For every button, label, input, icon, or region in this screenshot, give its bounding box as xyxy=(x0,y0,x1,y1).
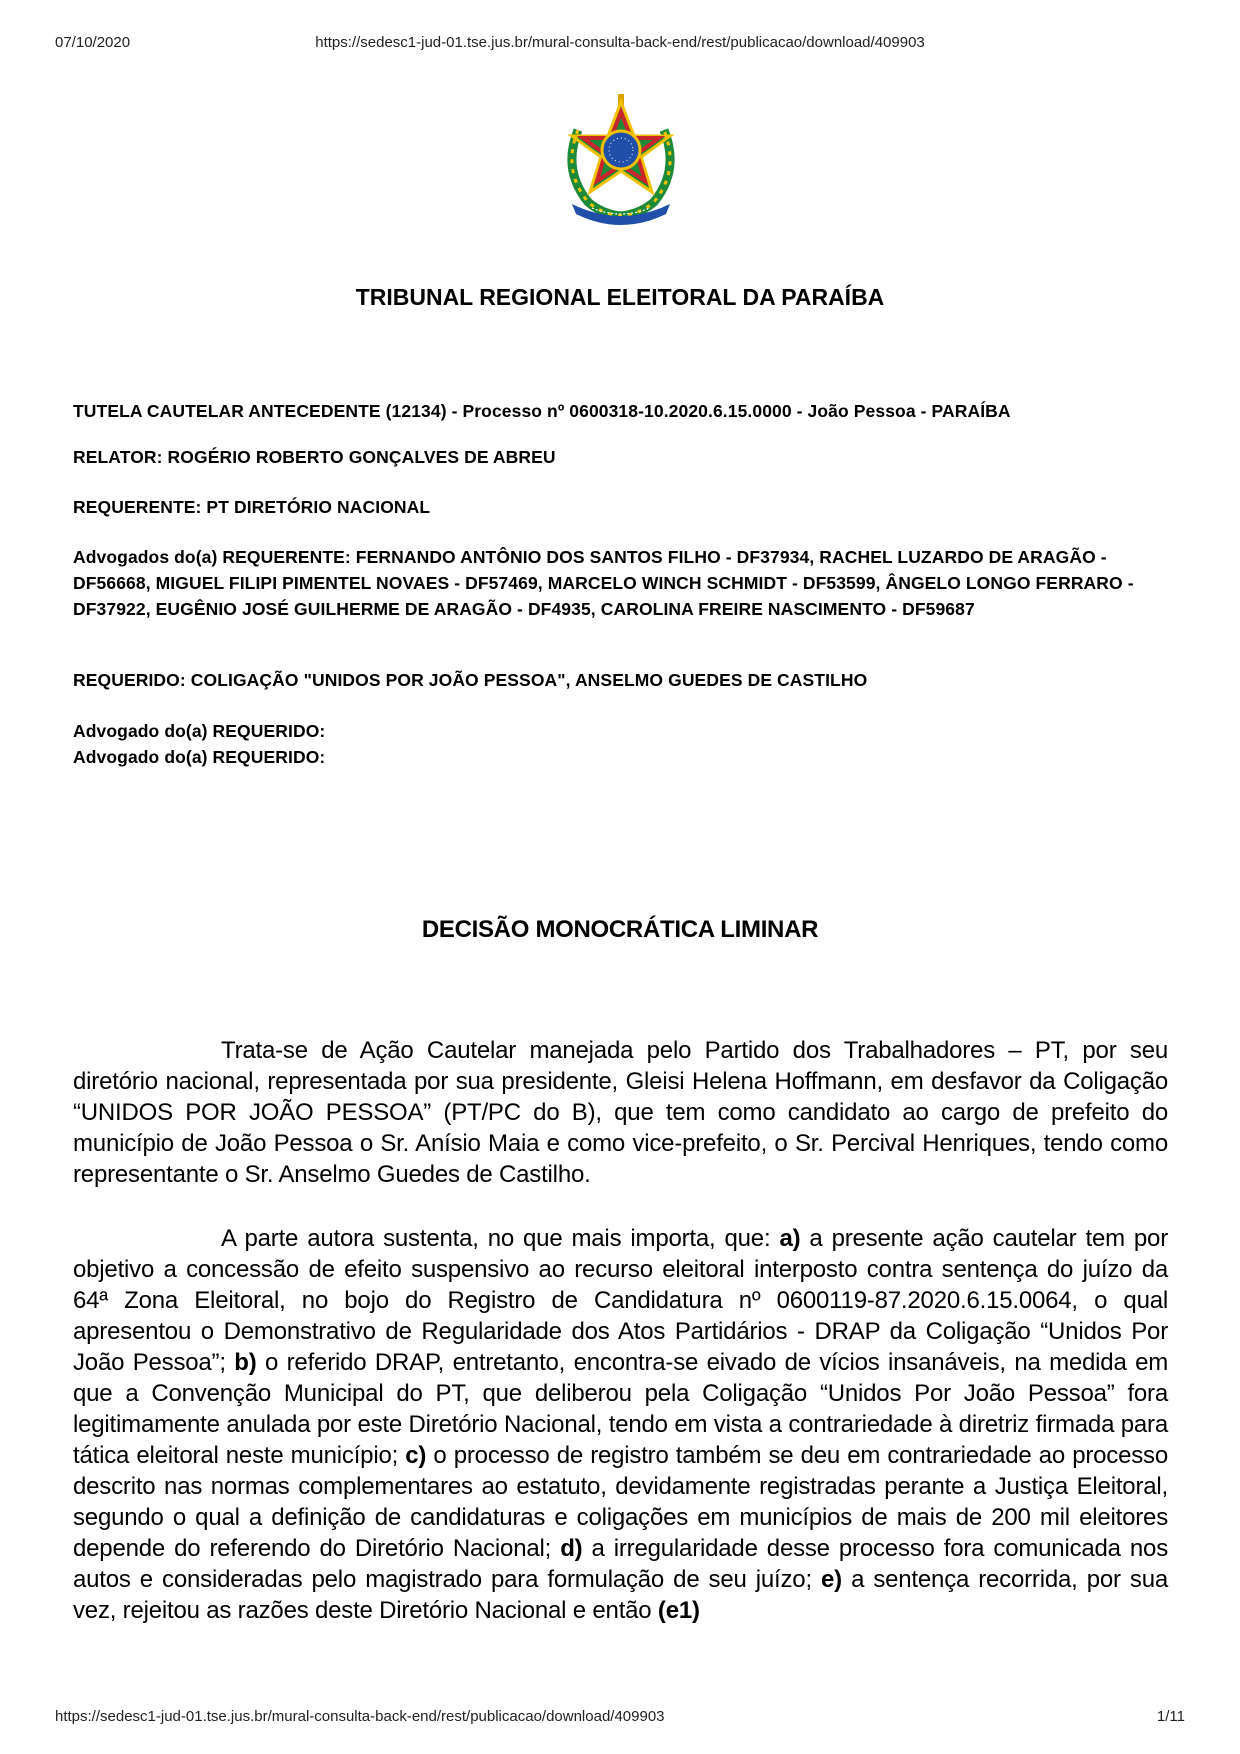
item-c-text: o processo de registro também se deu em contrariedade ao processo descrito nas normas complementares ao estatuto, devidamente registradas perante a Justiça Eleitoral, segundo o qual a definição de candidaturas e coligações em municípios de mais de 200 mil eleitores depende do referendo do Diretório Nacional; xyxy=(73,1442,1168,1562)
item-b-label: b) xyxy=(234,1349,257,1376)
item-e-text: a sentença recorrida, por sua vez, rejeitou as razões deste Diretório Nacional e então xyxy=(73,1566,1168,1624)
item-d-label: d) xyxy=(560,1535,583,1562)
relator: RELATOR: ROGÉRIO ROBERTO GONÇALVES DE ABREU xyxy=(73,447,556,467)
court-name: TRIBUNAL REGIONAL ELEITORAL DA PARAÍBA xyxy=(355,284,885,310)
page-number: 1/11 xyxy=(1156,1708,1185,1725)
decision-title: DECISÃO MONOCRÁTICA LIMINAR xyxy=(421,916,819,943)
item-a-text: a presente ação cautelar tem por objetivo a concessão de efeito suspensivo ao recurso eleitoral interposto contra sentença do juízo da 64ª Zona Eleitoral, no bojo do Registro de Candidatura nº 0600119-87.2020.6.15.0064, o qual apresentou o Demonstrativo de Regularidade dos Atos Partidários - DRAP da Coligação “Unidos Por João Pessoa”; xyxy=(73,1225,1169,1376)
brazil-coat-of-arms-icon xyxy=(558,90,684,230)
paragraph-2 xyxy=(73,1223,1168,1626)
item-d-text: a irregularidade desse processo fora comunicada nos autos e consideradas pelo magistrado para formulação de seu juízo; xyxy=(73,1535,1168,1593)
advogado-requerido-2: Advogado do(a) REQUERIDO: xyxy=(73,747,326,767)
item-e-label: e) xyxy=(821,1566,842,1593)
advogados-requerente: Advogados do(a) REQUERENTE: FERNANDO ANTÔNIO DOS SANTOS FILHO - DF37934, RACHEL LUZARDO DE ARAGÃO - DF56668, MIGUEL FILIPI PIMENTEL NOVAES - DF57469, MARCELO WINCH SCHMIDT - DF53599, ÂNGELO LONGO FERRARO - DF37922, EUGÊNIO JOSÉ GUILHERME DE ARAGÃO - DF4935, CAROLINA FREIRE NASCIMENTO - DF59687 xyxy=(73,547,1134,619)
paragraph-1: Trata-se de Ação Cautelar manejada pelo Partido dos Trabalhadores – PT, por seu diretório nacional, representada por sua presidente, Gleisi Helena Hoffmann, em desfavor da Coligação “UNIDOS POR JOÃO PESSOA” (PT/PC do B), que tem como candidato ao cargo de prefeito do município de João Pessoa o Sr. Anísio Maia e como vice-prefeito, o Sr. Percival Henriques, tendo como representante o Sr. Anselmo Guedes de Castilho. xyxy=(73,1037,1168,1188)
item-a-label: a) xyxy=(779,1225,801,1252)
requerido: REQUERIDO: COLIGAÇÃO "UNIDOS POR JOÃO PESSOA", ANSELMO GUEDES DE CASTILHO xyxy=(73,670,868,690)
print-header-date: 07/10/2020 xyxy=(55,34,131,51)
process-line: TUTELA CAUTELAR ANTECEDENTE (12134) - Processo nº 0600318-10.2020.6.15.0000 - João Pessoa - PARAÍBA xyxy=(73,401,1011,421)
print-footer-url: https://sedesc1-jud-01.tse.jus.br/mural-consulta-back-end/rest/publicacao/download/409903 xyxy=(55,1708,665,1725)
item-e1-label: (e1) xyxy=(657,1597,700,1624)
print-header-url: https://sedesc1-jud-01.tse.jus.br/mural-consulta-back-end/rest/publicacao/download/409903 xyxy=(315,34,925,51)
advogado-requerido-1: Advogado do(a) REQUERIDO: xyxy=(73,721,326,741)
item-b-text: o referido DRAP, entretanto, encontra-se eivado de vícios insanáveis, na medida em que a Convenção Municipal do PT, que deliberou pela Coligação “Unidos Por João Pessoa” fora legitimamente anulada por este Diretório Nacional, tendo em vista a contrariedade à diretriz firmada para tática eleitoral neste município; xyxy=(73,1349,1169,1469)
requerente: REQUERENTE: PT DIRETÓRIO NACIONAL xyxy=(73,497,431,517)
paragraph-2-intro: A parte autora sustenta, no que mais importa, que: xyxy=(221,1225,780,1252)
item-c-label: c) xyxy=(405,1442,427,1469)
